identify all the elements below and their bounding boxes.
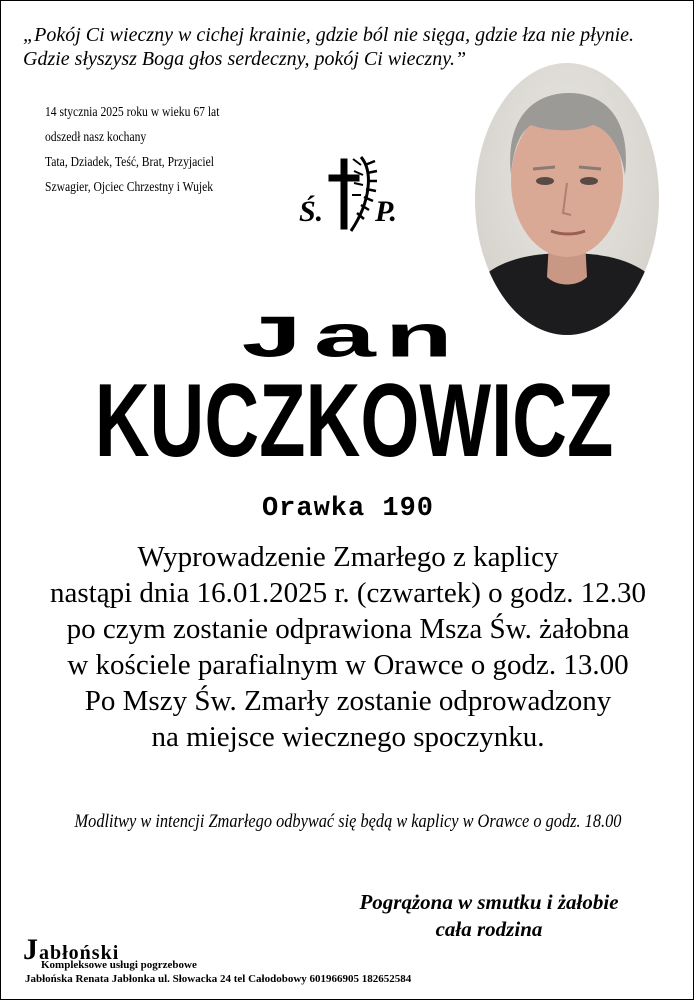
ceremony-line: nastąpi dnia 16.01.2025 r. (czwartek) o godz. 12.30 — [50, 577, 646, 609]
intro-text — [45, 99, 220, 199]
ceremony-line: na miejsce wiecznego spoczynku. — [151, 721, 545, 753]
sp-emblem — [299, 151, 399, 241]
surname: KUCZKOWICZ — [94, 363, 614, 479]
logo-name: abłoński — [39, 942, 120, 964]
family-signature — [319, 889, 659, 943]
cross-with-palm-icon — [321, 151, 381, 241]
ceremony-line: w kościele parafialnym w Orawce o godz. 13.00 — [67, 649, 629, 681]
prayer-note: Modlitwy w intencji Zmarłego odbywać się będą w kaplicy w Orawce o godz. 18.00 — [74, 811, 622, 832]
intro-line: 14 stycznia 2025 roku w wieku 67 lat — [45, 104, 220, 119]
portrait-illustration — [475, 63, 659, 335]
quote-line-2: Gdzie słyszysz Boga głos serdeczny, pokój Ci wieczny.” — [23, 48, 467, 70]
intro-line: Szwagier, Ojciec Chrzestny i Wujek — [45, 179, 214, 194]
quote — [23, 23, 683, 71]
funeral-home-contact: Jabłońska Renata Jabłonka ul. Słowacka 24 tel Całodobowy 601966905 182652584 — [25, 973, 412, 985]
logo-initial: J — [23, 933, 39, 966]
address: Orawka 190 — [261, 494, 435, 524]
sp-left-letter: Ś. — [299, 195, 324, 228]
funeral-home-footer — [23, 933, 683, 985]
ceremony-line: po czym zostanie odprawiona Msza Św. żałobna — [66, 613, 630, 645]
ceremony-line: Wyprowadzenie Zmarłego z kaplicy — [137, 541, 559, 573]
funeral-home-tagline: Kompleksowe usługi pogrzebowe — [41, 959, 197, 971]
family-line-1: Pogrążona w smutku i żałobie — [359, 890, 619, 914]
quote-line-1: „Pokój Ci wieczny w cichej krainie, gdzie ból nie sięga, gdzie łza nie płynie. — [23, 24, 634, 46]
first-name: Jan — [237, 306, 459, 376]
family-line-2: cała rodzina — [435, 917, 543, 941]
intro-line: odszedł nasz kochany — [45, 129, 147, 144]
ceremony-details — [1, 539, 694, 755]
ceremony-line: Po Mszy Św. Zmarły zostanie odprowadzony — [84, 685, 612, 717]
intro-line: Tata, Dziadek, Teść, Brat, Przyjaciel — [45, 154, 215, 169]
sp-right-letter: P. — [375, 195, 397, 228]
portrait-photo — [475, 63, 659, 335]
